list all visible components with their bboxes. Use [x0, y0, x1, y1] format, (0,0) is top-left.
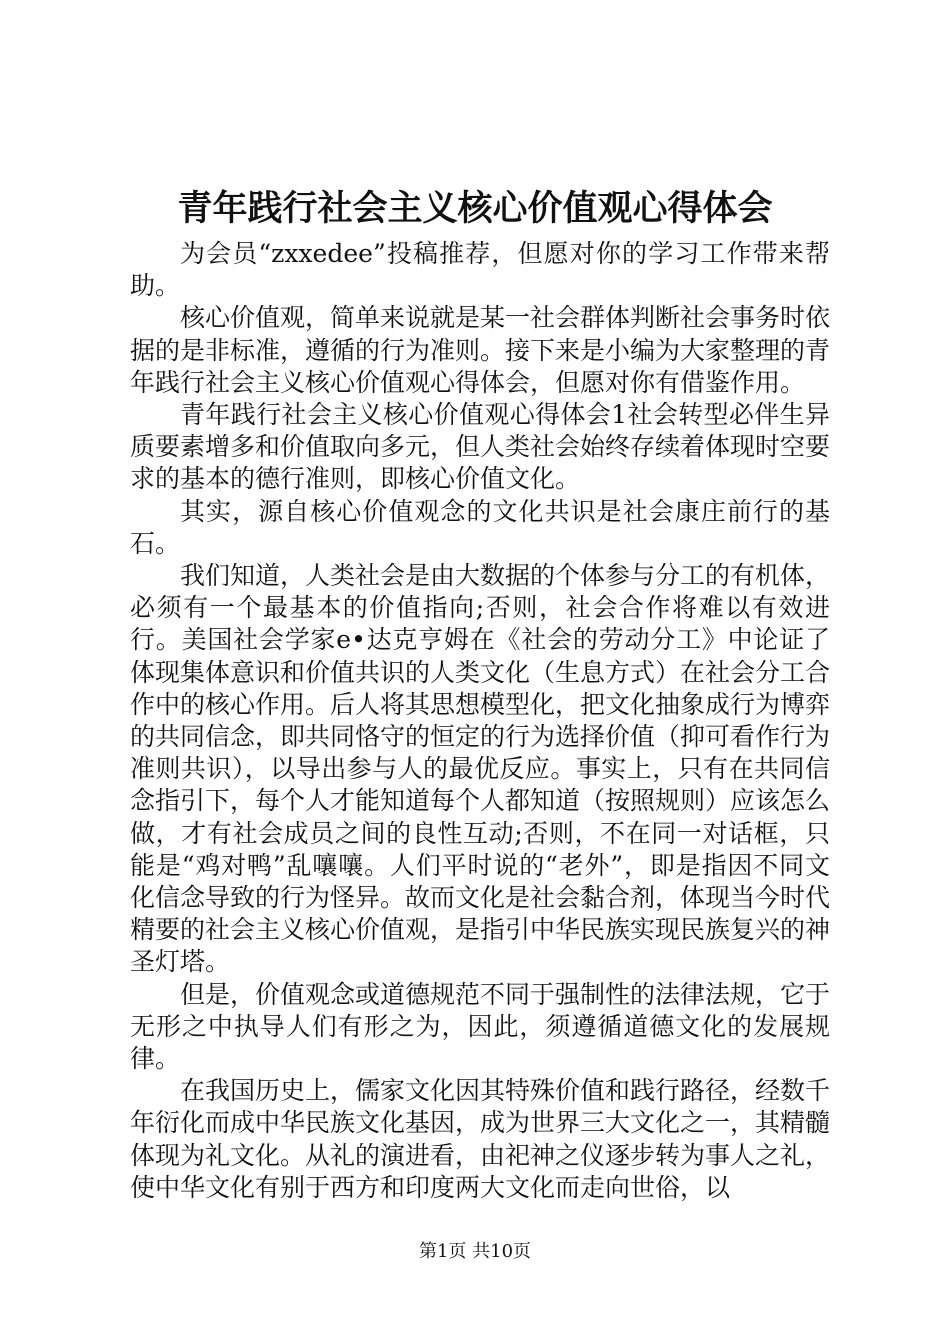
page-footer: 第1页 共10页 — [418, 1241, 532, 1262]
paragraph: 青年践行社会主义核心价值观心得体会1社会转型必伴生异质要素增多和价值取向多元，但人类社会始终存续着体现时空要求的基本的德行准则，即核心价值文化。 — [130, 400, 831, 494]
document-body — [130, 238, 830, 1204]
paragraph: 其实，源自核心价值观念的文化共识是社会康庄前行的基石。 — [130, 496, 830, 558]
paragraph: 我们知道，人类社会是由大数据的个体参与分工的有机体，必须有一个最基本的价值指向;否则，社会合作将难以有效进行。美国社会学家e•达克亨姆在《社会的劳动分工》中论证了体现集体意识和价值共识的人类文化（生息方式）在社会分工合作中的核心作用。后人将其思想模型化，把文化抽象成行为博弈的共同信念，即共同恪守的恒定的行为选择价值（抑可看作行为准则共识），以导出参与人的最优反应。事实上，只有在共同信念指引下，每个人才能知道每个人都知道（按照规则）应该怎么做，才有社会成员之间的良性互动;否则，不在同一对话框，只能是“鸡对鸭”乱嚷嚷。人们平时说的“老外”，即是指因不同文化信念导致的行为怪异。故而文化是社会黏合剂，体现当今时代精要的社会主义核心价值观，是指引中华民族实现民族复兴的神圣灯塔。 — [130, 561, 831, 977]
paragraph: 为会员“zxxedee”投稿推荐，但愿对你的学习工作带来帮助。 — [130, 239, 830, 301]
paragraph: 但是，价值观念或道德规范不同于强制性的法律法规，它于无形之中执导人们有形之为，因此，须遵循道德文化的发展规律。 — [130, 979, 831, 1074]
paragraph: 核心价值观，简单来说就是某一社会群体判断社会事务时依据的是非标准，遵循的行为准则。接下来是小编为大家整理的青年践行社会主义核心价值观心得体会，但愿对你有借鉴作用。 — [130, 303, 831, 397]
paragraph: 在我国历史上，儒家文化因其特殊价值和践行路径，经数千年衍化而成中华民族文化基因，成为世界三大文化之一，其精髓体现为礼文化。从礼的演进看，由祀神之仪逐步转为事人之礼，使中华文化有别于西方和印度两大文化而走向世俗，以 — [130, 1076, 831, 1202]
document-title: 青年践行社会主义核心价值观心得体会 — [177, 188, 773, 229]
